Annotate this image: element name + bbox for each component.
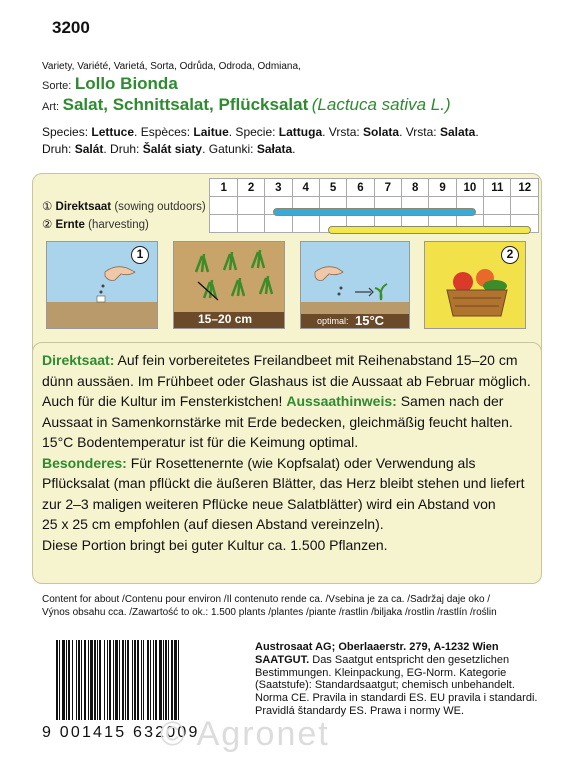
barcode-bar [153,640,154,720]
barcode-bar [113,640,114,720]
barcode-bar [174,640,177,720]
art-latin: (Lactuca sativa L.) [311,95,451,114]
barcode-bar [155,640,157,720]
barcode-bar [72,640,73,720]
art-line [42,97,451,115]
month-1: 1 [210,179,237,197]
barcode-bar [165,640,167,720]
barcode-bar [163,640,164,720]
month-5: 5 [319,179,346,197]
barcode-digits: 9 001415 632009 [42,724,200,741]
month-7: 7 [374,179,401,197]
barcode-bar [66,640,67,720]
variety-languages: Variety, Variété, Varietá, Sorta, Odrůda, Odroda, Odmiana, [42,61,301,72]
optimal-label: optimal: [317,316,349,326]
month-10: 10 [456,179,483,197]
germination-illustration [300,241,410,329]
calendar-row-ernte: ② Ernte (harvesting) [40,215,539,233]
barcode-bar [109,640,111,720]
month-11: 11 [484,179,511,197]
barcode-bar [137,640,139,720]
calendar-header-row [40,179,539,197]
watermark: © Agronet [160,715,330,753]
company-info: Austrosaat AG; Oberlaaerstr. 279, A-1232 Wien SAATGUT. Das Saatgut entspricht den gesetzlichen Bestimmungen. Kleinpackung, EG-Norm. Kategorie (Saatstufe): Standardsaatgut; chemisch unbehandelt. Norma CE. Pravila in standardi ES. EU pravila i standardi. Pravidlá štandardy ES. Prawa i normy WE. [255,641,555,718]
barcode-bar [104,640,105,720]
spacing-illustration [173,241,285,329]
month-9: 9 [429,179,456,197]
harvest-illustration [424,241,526,329]
temperature-value: 15°C [355,313,385,328]
sorte-label: Sorte: [42,80,72,92]
row-label-ernte: Ernte [55,218,85,231]
art-value: Salat, Schnittsalat, Pflücksalat [62,95,309,114]
barcode-bar [81,640,82,720]
sowing-period-bar [273,208,476,216]
sowing-calendar [40,178,539,233]
sorte-line [42,76,178,94]
species-line: Species: Lettuce. Espèces: Laitue. Specie: Lattuga. Vrsta: Solata. Vrsta: Salata. [42,125,479,139]
month-8: 8 [402,179,429,197]
sorte-value: Lollo Bionda [74,74,178,93]
druh-line: Druh: Salát. Druh: Šalát siaty. Gatunki: Sałata. [42,142,296,156]
barcode-bar [147,640,149,720]
step-one-icon: 1 [131,246,149,264]
barcode-bar [134,640,136,720]
barcode-bar [97,640,98,720]
row-label-direktsaat: Direktsaat [55,200,112,213]
barcode-bar [159,640,162,720]
portion-note: Diese Portion bringt bei guter Kultur ca. 1.500 Pflanzen. [42,536,388,553]
spacing-label: 15–20 cm [198,312,253,326]
barcode-bar [107,640,108,720]
aussaathinweis-heading: Aussaathinweis: [286,393,397,409]
barcode-bar [59,640,60,720]
barcode-bar [88,640,89,720]
barcode-bar [127,640,129,720]
content-info: Content for about /Contenu pour environ /Il contenuto rende ca. /Vsebina je za ca. /Sadržaj daje oko / Výnos obsahu cca. /Zawartość to ok.: 1.500 plants /plantes /piante /rastlin /biljaka /rostlin /rastlín /roślin [42,594,497,618]
barcode-bar [125,640,126,720]
product-code: 3200 [52,18,90,37]
art-label: Art: [42,101,60,113]
barcode-bar [90,640,93,720]
barcode-bar [143,640,144,720]
month-2: 2 [237,179,264,197]
month-6: 6 [347,179,374,197]
barcode-bar [150,640,151,720]
instructions-text: Direktsaat: Auf fein vorbereitetes Freilandbeet mit Reihenabstand 15–20 cm dünn aussäen. Im Frühbeet oder Glashaus ist die Aussaat ab Februar möglich. Auch für die Kultur im Fensterkistchen! Aussaathinweis: Samen nach der Aussaat in Samenkornstärke mit Erde bedecken, gleichmäßig feucht halten. 15°C Bodentemperatur ist für die Keimung optimal. Besonderes: Für Rosettenernte (wie Kopfsalat) oder Verwendung als Pflücksalat (man pflückt die äußeren Blätter, das Herz bleibt stehen und liefert zur 2–3 maligen weiteren Pflücke neue Salatblätter) wird ein Abstand von 25 x 25 cm empfohlen (auf diesen Abstand vereinzeln). Diese Portion bringt bei guter Kultur ca. 1.500 Pflanzen. [42,350,537,555]
barcode-bar [84,640,86,720]
barcode-bar [62,640,65,720]
barcode-bar [168,640,169,720]
barcode-bar [119,640,120,720]
barcode-bar [68,640,70,720]
barcode-bar [141,640,142,720]
barcode-bar [76,640,77,720]
barcode-bar [94,640,96,720]
barcode-bar [99,640,101,720]
month-12: 12 [511,179,539,197]
month-4: 4 [292,179,319,197]
harvest-period-bar [328,226,531,234]
step-two-icon: 2 [501,246,519,264]
direktsaat-heading: Direktsaat: [42,352,115,368]
barcode-bar [171,640,173,720]
barcode-bar [78,640,80,720]
calendar-row-direktsaat: ① Direktsaat (sowing outdoors) [40,197,539,215]
sowing-illustration [46,241,158,329]
besonderes-heading: Besonderes: [42,454,127,471]
barcode-bar [122,640,124,720]
company-name: Austrosaat AG; Oberlaaerstr. 279, A-1232 Wien [255,641,499,653]
barcode-bar [178,640,179,720]
barcode-bar [115,640,118,720]
month-3: 3 [265,179,292,197]
barcode-bar [56,640,58,720]
barcode-bar [132,640,133,720]
